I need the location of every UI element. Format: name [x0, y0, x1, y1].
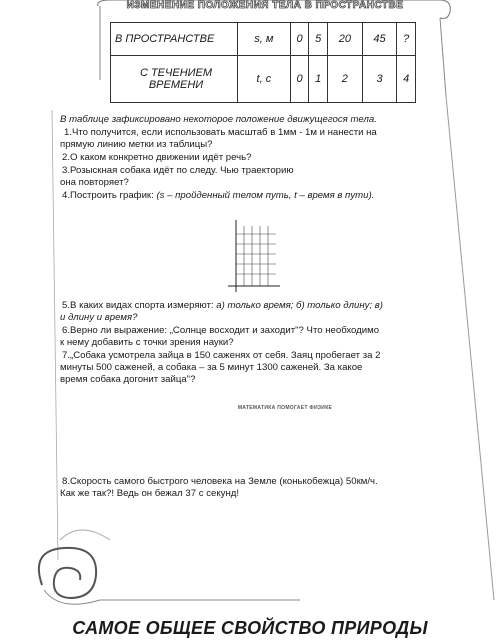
- intro-text: В таблице зафиксировано некоторое положение движущегося тела.: [60, 114, 377, 125]
- table-cell: 45: [362, 23, 397, 56]
- question-4-text: 4.Построить график:: [62, 190, 157, 201]
- question-4-hint: (s – пройденный телом путь, t – время в пути).: [156, 190, 375, 201]
- table-cell: ?: [397, 23, 416, 56]
- table-cell: 4: [397, 56, 416, 103]
- table-cell: 20: [328, 23, 363, 56]
- question-5-options: а) только время; б) только длину; в): [216, 300, 383, 311]
- unit-cell: t, с: [238, 56, 291, 103]
- unit-cell: s, м: [238, 23, 291, 56]
- motion-table: [110, 22, 416, 103]
- footer-title: САМОЕ ОБЩЕЕ СВОЙСТВО ПРИРОДЫ: [72, 618, 428, 638]
- question-3-cont: она повторяет?: [60, 177, 129, 188]
- table-row: [111, 23, 416, 56]
- table-cell: 2: [328, 56, 363, 103]
- table-cell: 0: [290, 23, 309, 56]
- question-5-cont: и длину и время?: [60, 312, 138, 323]
- question-1-cont: прямую линию метки из таблицы?: [60, 139, 213, 150]
- question-7-cont2: время собака догонит зайца"?: [60, 374, 196, 385]
- question-8-cont: Как же так?! Ведь он бежал 37 с секунд!: [60, 488, 240, 499]
- question-4: [62, 190, 374, 202]
- question-5: [62, 300, 383, 312]
- row-label: С ТЕЧЕНИЕМ ВРЕМЕНИ: [111, 56, 238, 103]
- row-label: В ПРОСТРАНСТВЕ: [111, 23, 238, 56]
- stamp-text: МАТЕМАТИКА ПОМОГАЕТ ФИЗИКЕ: [237, 405, 333, 411]
- banner-title: ИЗМЕНЕНИЕ ПОЛОЖЕНИЯ ТЕЛА В ПРОСТРАНСТВЕ: [126, 0, 404, 11]
- table-cell: 3: [362, 56, 397, 103]
- table-cell: 5: [309, 23, 328, 56]
- question-5-text: 5.В каких видах спорта измеряют:: [62, 300, 217, 311]
- question-7: 7.„Собака усмотрела зайца в 150 саженях от себя. Заяц пробегает за 2: [62, 350, 381, 361]
- question-6: 6.Верно ли выражение: „Солнце восходит и заходит"? Что необходимо: [62, 325, 380, 336]
- question-3: 3.Розыскная собака идёт по следу. Чью траекторию: [62, 165, 294, 176]
- question-1: 1.Что получится, если использовать масштаб в 1мм - 1м и нанести на: [64, 127, 377, 138]
- question-6-cont: к нему добавить с точки зрения науки?: [60, 337, 234, 348]
- table-row: [111, 56, 416, 103]
- table-cell: 1: [309, 56, 328, 103]
- question-2: 2.О каком конкретно движении идёт речь?: [62, 152, 252, 163]
- scroll-curl-icon: [39, 530, 300, 604]
- question-7-cont: минуты 500 саженей, а собака – за 5 минут 1300 саженей. За какое: [60, 362, 363, 373]
- graph-grid: [222, 218, 282, 294]
- table-cell: 0: [290, 56, 309, 103]
- question-8: 8.Скорость самого быстрого человека на Земле (конькобежца) 50км/ч.: [62, 476, 378, 487]
